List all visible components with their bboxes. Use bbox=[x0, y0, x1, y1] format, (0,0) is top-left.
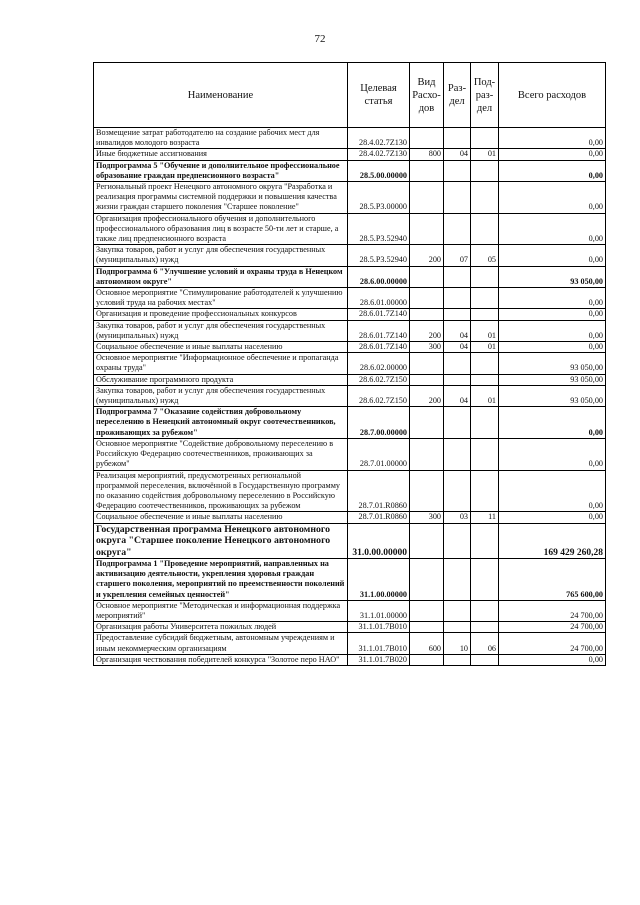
row-name: Возмещение затрат работодателю на создание рабочих мест для инвалидов молодого возраста bbox=[94, 128, 348, 149]
row-expense-type: 200 bbox=[410, 385, 444, 406]
table-header-row bbox=[94, 63, 606, 128]
row-target-code: 28.7.01.R0860 bbox=[348, 470, 410, 512]
row-subsection: 01 bbox=[471, 342, 499, 353]
row-section bbox=[444, 559, 471, 601]
row-section bbox=[444, 213, 471, 245]
row-target-code: 28.6.02.7Z150 bbox=[348, 385, 410, 406]
row-name: Социальное обеспечение и иные выплаты населению bbox=[94, 512, 348, 523]
row-target-code: 28.6.01.7Z140 bbox=[348, 309, 410, 320]
row-section bbox=[444, 523, 471, 559]
row-target-code: 28.6.01.00000 bbox=[348, 288, 410, 309]
row-section bbox=[444, 438, 471, 470]
row-amount: 0,00 bbox=[499, 320, 606, 341]
table-row bbox=[94, 622, 606, 633]
row-expense-type: 300 bbox=[410, 342, 444, 353]
row-expense-type: 600 bbox=[410, 633, 444, 654]
row-subsection bbox=[471, 600, 499, 621]
page-number: 72 bbox=[314, 33, 326, 45]
row-target-code: 28.6.01.7Z140 bbox=[348, 320, 410, 341]
header-target: Целевая статья bbox=[348, 63, 410, 128]
row-amount: 24 700,00 bbox=[499, 622, 606, 633]
row-target-code: 31.0.00.00000 bbox=[348, 523, 410, 559]
row-section bbox=[444, 374, 471, 385]
table-body bbox=[94, 128, 606, 666]
row-name: Подпрограмма 6 "Улучшение условий и охраны труда в Ненецком автономном округе" bbox=[94, 266, 348, 287]
row-amount: 0,00 bbox=[499, 512, 606, 523]
row-section: 03 bbox=[444, 512, 471, 523]
row-amount: 24 700,00 bbox=[499, 633, 606, 654]
row-target-code: 28.5.P3.00000 bbox=[348, 182, 410, 214]
header-total: Всего расходов bbox=[499, 63, 606, 128]
row-target-code: 31.1.01.7B020 bbox=[348, 654, 410, 665]
table-row bbox=[94, 407, 606, 439]
table-row bbox=[94, 523, 606, 559]
row-target-code: 31.1.00.00000 bbox=[348, 559, 410, 601]
header-section: Раз-дел bbox=[444, 63, 471, 128]
table-row bbox=[94, 342, 606, 353]
row-expense-type bbox=[410, 160, 444, 181]
row-amount: 0,00 bbox=[499, 470, 606, 512]
row-subsection bbox=[471, 523, 499, 559]
row-name: Организация профессионального обучения и дополнительного профессионального образования лиц в возрасте 50-ти лет и старше, а также лиц предпенсионного возраста bbox=[94, 213, 348, 245]
table-row bbox=[94, 374, 606, 385]
row-section bbox=[444, 160, 471, 181]
row-subsection: 11 bbox=[471, 512, 499, 523]
row-amount: 0,00 bbox=[499, 407, 606, 439]
row-subsection bbox=[471, 374, 499, 385]
row-name: Организация работы Университета пожилых людей bbox=[94, 622, 348, 633]
row-subsection: 01 bbox=[471, 149, 499, 160]
row-name: Подпрограмма 5 "Обучение и дополнительное профессиональное образование граждан предпенсионного возраста" bbox=[94, 160, 348, 181]
table-row bbox=[94, 600, 606, 621]
row-section bbox=[444, 407, 471, 439]
row-expense-type bbox=[410, 600, 444, 621]
row-amount: 93 050,00 bbox=[499, 374, 606, 385]
row-target-code: 28.6.00.00000 bbox=[348, 266, 410, 287]
row-name: Предоставление субсидий бюджетным, автономным учреждениям и иным некоммерческим организациям bbox=[94, 633, 348, 654]
row-name: Основное мероприятие "Информационное обеспечение и пропаганда охраны труда" bbox=[94, 353, 348, 374]
row-subsection bbox=[471, 309, 499, 320]
row-expense-type bbox=[410, 523, 444, 559]
row-target-code: 28.6.02.7Z150 bbox=[348, 374, 410, 385]
row-name: Организация чествования победителей конкурса "Золотое перо НАО" bbox=[94, 654, 348, 665]
row-subsection bbox=[471, 654, 499, 665]
row-amount: 93 050,00 bbox=[499, 266, 606, 287]
row-section: 04 bbox=[444, 385, 471, 406]
row-target-code: 28.6.02.00000 bbox=[348, 353, 410, 374]
row-name: Организация и проведение профессиональных конкурсов bbox=[94, 309, 348, 320]
row-amount: 93 050,00 bbox=[499, 385, 606, 406]
row-subsection bbox=[471, 353, 499, 374]
table-row bbox=[94, 288, 606, 309]
row-amount: 0,00 bbox=[499, 245, 606, 266]
row-amount: 0,00 bbox=[499, 288, 606, 309]
row-section bbox=[444, 600, 471, 621]
row-target-code: 31.1.01.7B010 bbox=[348, 633, 410, 654]
row-subsection: 06 bbox=[471, 633, 499, 654]
table-row bbox=[94, 470, 606, 512]
row-name: Обслуживание программного продукта bbox=[94, 374, 348, 385]
row-subsection bbox=[471, 438, 499, 470]
row-amount: 0,00 bbox=[499, 309, 606, 320]
table-row bbox=[94, 128, 606, 149]
row-name: Реализация мероприятий, предусмотренных региональной программой переселения, включённой в Государственную программу по оказанию содействия добровольному переселению в Российскую Федерацию соотечественников, проживающих за рубежом bbox=[94, 470, 348, 512]
row-name: Подпрограмма 1 "Проведение мероприятий, направленных на активизацию деятельности, укрепления здоровья граждан старшего поколения, мероприятий по преемственности поколений и укрепления семейных ценностей" bbox=[94, 559, 348, 601]
row-expense-type bbox=[410, 622, 444, 633]
row-expense-type bbox=[410, 353, 444, 374]
table-row bbox=[94, 320, 606, 341]
row-target-code: 31.1.01.7B010 bbox=[348, 622, 410, 633]
row-expense-type: 200 bbox=[410, 320, 444, 341]
row-target-code: 28.5.00.00000 bbox=[348, 160, 410, 181]
header-name: Наименование bbox=[94, 63, 348, 128]
row-subsection: 01 bbox=[471, 320, 499, 341]
row-subsection bbox=[471, 213, 499, 245]
row-expense-type bbox=[410, 266, 444, 287]
row-target-code: 28.7.01.R0860 bbox=[348, 512, 410, 523]
budget-table bbox=[93, 62, 606, 666]
row-amount: 24 700,00 bbox=[499, 600, 606, 621]
row-expense-type bbox=[410, 128, 444, 149]
row-subsection bbox=[471, 182, 499, 214]
row-expense-type bbox=[410, 470, 444, 512]
row-target-code: 28.7.00.00000 bbox=[348, 407, 410, 439]
row-section bbox=[444, 182, 471, 214]
row-name: Основное мероприятие "Стимулирование работодателей к улучшению условий труда на рабочих местах" bbox=[94, 288, 348, 309]
row-name: Иные бюджетные ассигнования bbox=[94, 149, 348, 160]
row-target-code: 31.1.01.00000 bbox=[348, 600, 410, 621]
row-section bbox=[444, 309, 471, 320]
table-row bbox=[94, 512, 606, 523]
row-expense-type bbox=[410, 559, 444, 601]
table-row bbox=[94, 385, 606, 406]
row-subsection: 01 bbox=[471, 385, 499, 406]
row-section bbox=[444, 128, 471, 149]
row-subsection bbox=[471, 266, 499, 287]
row-subsection bbox=[471, 407, 499, 439]
row-amount: 0,00 bbox=[499, 182, 606, 214]
header-expense-type: Вид Расхо-дов bbox=[410, 63, 444, 128]
table-row bbox=[94, 266, 606, 287]
row-name: Основное мероприятие "Методическая и информационная поддержка мероприятий" bbox=[94, 600, 348, 621]
row-section bbox=[444, 266, 471, 287]
row-expense-type: 300 bbox=[410, 512, 444, 523]
row-amount: 93 050,00 bbox=[499, 353, 606, 374]
row-subsection bbox=[471, 128, 499, 149]
row-expense-type bbox=[410, 288, 444, 309]
row-amount: 0,00 bbox=[499, 438, 606, 470]
row-target-code: 28.4.02.7Z130 bbox=[348, 149, 410, 160]
table-row bbox=[94, 559, 606, 601]
row-subsection bbox=[471, 288, 499, 309]
row-section: 04 bbox=[444, 149, 471, 160]
row-subsection bbox=[471, 622, 499, 633]
row-subsection: 05 bbox=[471, 245, 499, 266]
row-expense-type bbox=[410, 374, 444, 385]
table-row bbox=[94, 438, 606, 470]
row-section: 10 bbox=[444, 633, 471, 654]
table-row bbox=[94, 149, 606, 160]
row-subsection bbox=[471, 160, 499, 181]
row-target-code: 28.7.01.00000 bbox=[348, 438, 410, 470]
row-name: Основное мероприятие "Содействие добровольному переселению в Российскую Федерацию соотечественников, проживающих за рубежом" bbox=[94, 438, 348, 470]
row-name: Закупка товаров, работ и услуг для обеспечения государственных (муниципальных) нужд bbox=[94, 320, 348, 341]
row-name: Подпрограмма 7 "Оказание содействия добровольному переселению в Ненецкий автономный округ соотечественников, проживающих за рубежом" bbox=[94, 407, 348, 439]
row-amount: 0,00 bbox=[499, 213, 606, 245]
row-amount: 0,00 bbox=[499, 128, 606, 149]
row-expense-type bbox=[410, 213, 444, 245]
row-expense-type bbox=[410, 309, 444, 320]
row-target-code: 28.4.02.7Z130 bbox=[348, 128, 410, 149]
row-name: Государственная программа Ненецкого автономного округа "Старшее поколение Ненецкого автономного округа" bbox=[94, 523, 348, 559]
row-target-code: 28.5.P3.52940 bbox=[348, 245, 410, 266]
row-section bbox=[444, 654, 471, 665]
row-section bbox=[444, 470, 471, 512]
row-section bbox=[444, 353, 471, 374]
row-expense-type bbox=[410, 438, 444, 470]
row-amount: 0,00 bbox=[499, 342, 606, 353]
table-row bbox=[94, 182, 606, 214]
table-row bbox=[94, 654, 606, 665]
row-amount: 0,00 bbox=[499, 654, 606, 665]
row-expense-type bbox=[410, 407, 444, 439]
row-amount: 765 600,00 bbox=[499, 559, 606, 601]
row-amount: 169 429 260,28 bbox=[499, 523, 606, 559]
row-name: Региональный проект Ненецкого автономного округа "Разработка и реализация программы системной поддержки и повышения качества жизни граждан старшего поколения "Старшее поколение" bbox=[94, 182, 348, 214]
row-subsection bbox=[471, 559, 499, 601]
row-subsection bbox=[471, 470, 499, 512]
table-row bbox=[94, 353, 606, 374]
table-row bbox=[94, 245, 606, 266]
row-expense-type: 200 bbox=[410, 245, 444, 266]
row-section: 04 bbox=[444, 320, 471, 341]
table-row bbox=[94, 633, 606, 654]
row-amount: 0,00 bbox=[499, 160, 606, 181]
row-expense-type bbox=[410, 654, 444, 665]
table-row bbox=[94, 309, 606, 320]
row-target-code: 28.6.01.7Z140 bbox=[348, 342, 410, 353]
row-section bbox=[444, 622, 471, 633]
row-section bbox=[444, 288, 471, 309]
row-amount: 0,00 bbox=[499, 149, 606, 160]
row-target-code: 28.5.P3.52940 bbox=[348, 213, 410, 245]
row-section: 07 bbox=[444, 245, 471, 266]
table-row bbox=[94, 160, 606, 181]
table-row bbox=[94, 213, 606, 245]
row-name: Закупка товаров, работ и услуг для обеспечения государственных (муниципальных) нужд bbox=[94, 245, 348, 266]
row-name: Закупка товаров, работ и услуг для обеспечения государственных (муниципальных) нужд bbox=[94, 385, 348, 406]
row-name: Социальное обеспечение и иные выплаты населению bbox=[94, 342, 348, 353]
row-section: 04 bbox=[444, 342, 471, 353]
row-expense-type bbox=[410, 182, 444, 214]
row-expense-type: 800 bbox=[410, 149, 444, 160]
header-subsection: Под-раз-дел bbox=[471, 63, 499, 128]
